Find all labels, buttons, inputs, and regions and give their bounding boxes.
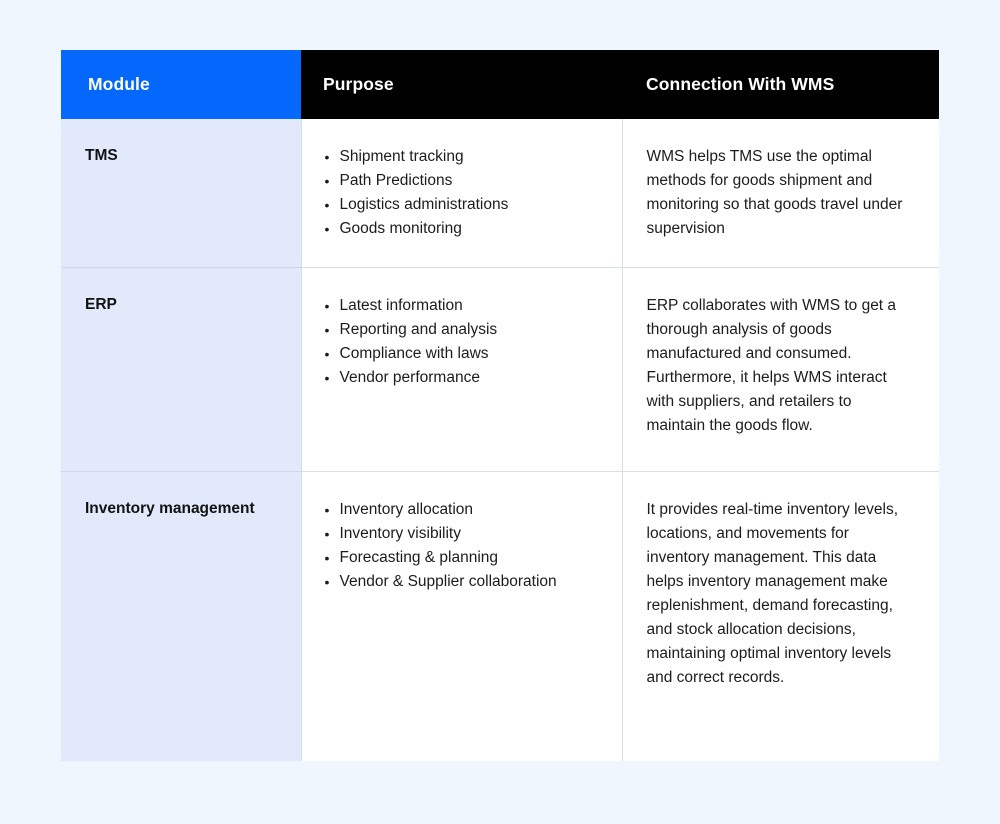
list-item: • Inventory visibility — [324, 522, 604, 546]
purpose-list — [324, 294, 604, 390]
table-row — [61, 472, 939, 761]
cell-module-name: TMS — [61, 119, 301, 268]
table-body — [61, 119, 939, 761]
connection-text: ERP collaborates with WMS to get a thorough analysis of goods manufactured and consumed. Furthermore, it helps WMS interact with suppliers, and retailers to maintain the goods flow. — [646, 297, 897, 434]
cell-module-name: ERP — [61, 268, 301, 472]
list-item: • Reporting and analysis — [324, 318, 604, 342]
purpose-list — [324, 145, 604, 241]
list-item: • Logistics administrations — [324, 193, 604, 217]
list-item: • Shipment tracking — [324, 145, 604, 169]
list-item: • Path Predictions — [324, 169, 604, 193]
cell-connection — [622, 268, 939, 472]
list-item: • Forecasting & planning — [324, 546, 604, 570]
list-item: • Compliance with laws — [324, 342, 604, 366]
list-item: • Goods monitoring — [324, 217, 604, 241]
table-row — [61, 119, 939, 268]
list-item: • Inventory allocation — [324, 498, 604, 522]
connection-text: WMS helps TMS use the optimal methods for goods shipment and monitoring so that goods travel under supervision — [646, 148, 903, 237]
table-container — [61, 50, 939, 761]
cell-purpose — [301, 268, 622, 472]
column-header-connection: Connection With WMS — [622, 50, 939, 119]
column-header-module: Module — [61, 50, 301, 119]
table-row — [61, 268, 939, 472]
cell-module-name: Inventory management — [61, 472, 301, 761]
cell-purpose — [301, 119, 622, 268]
cell-connection — [622, 119, 939, 268]
table-header — [61, 50, 939, 119]
list-item: • Vendor performance — [324, 366, 604, 390]
wms-modules-table — [61, 50, 939, 761]
column-header-purpose: Purpose — [301, 50, 622, 119]
cell-connection — [622, 472, 939, 761]
list-item: • Latest information — [324, 294, 604, 318]
connection-text: It provides real-time inventory levels, locations, and movements for inventory management. This data helps inventory management make replenishment, demand forecasting, and stock allocation decisions, maintaining optimal inventory levels and correct records. — [646, 501, 899, 686]
list-item: • Vendor & Supplier collaboration — [324, 570, 604, 594]
cell-purpose — [301, 472, 622, 761]
purpose-list — [324, 498, 604, 594]
table-header-row — [61, 50, 939, 119]
